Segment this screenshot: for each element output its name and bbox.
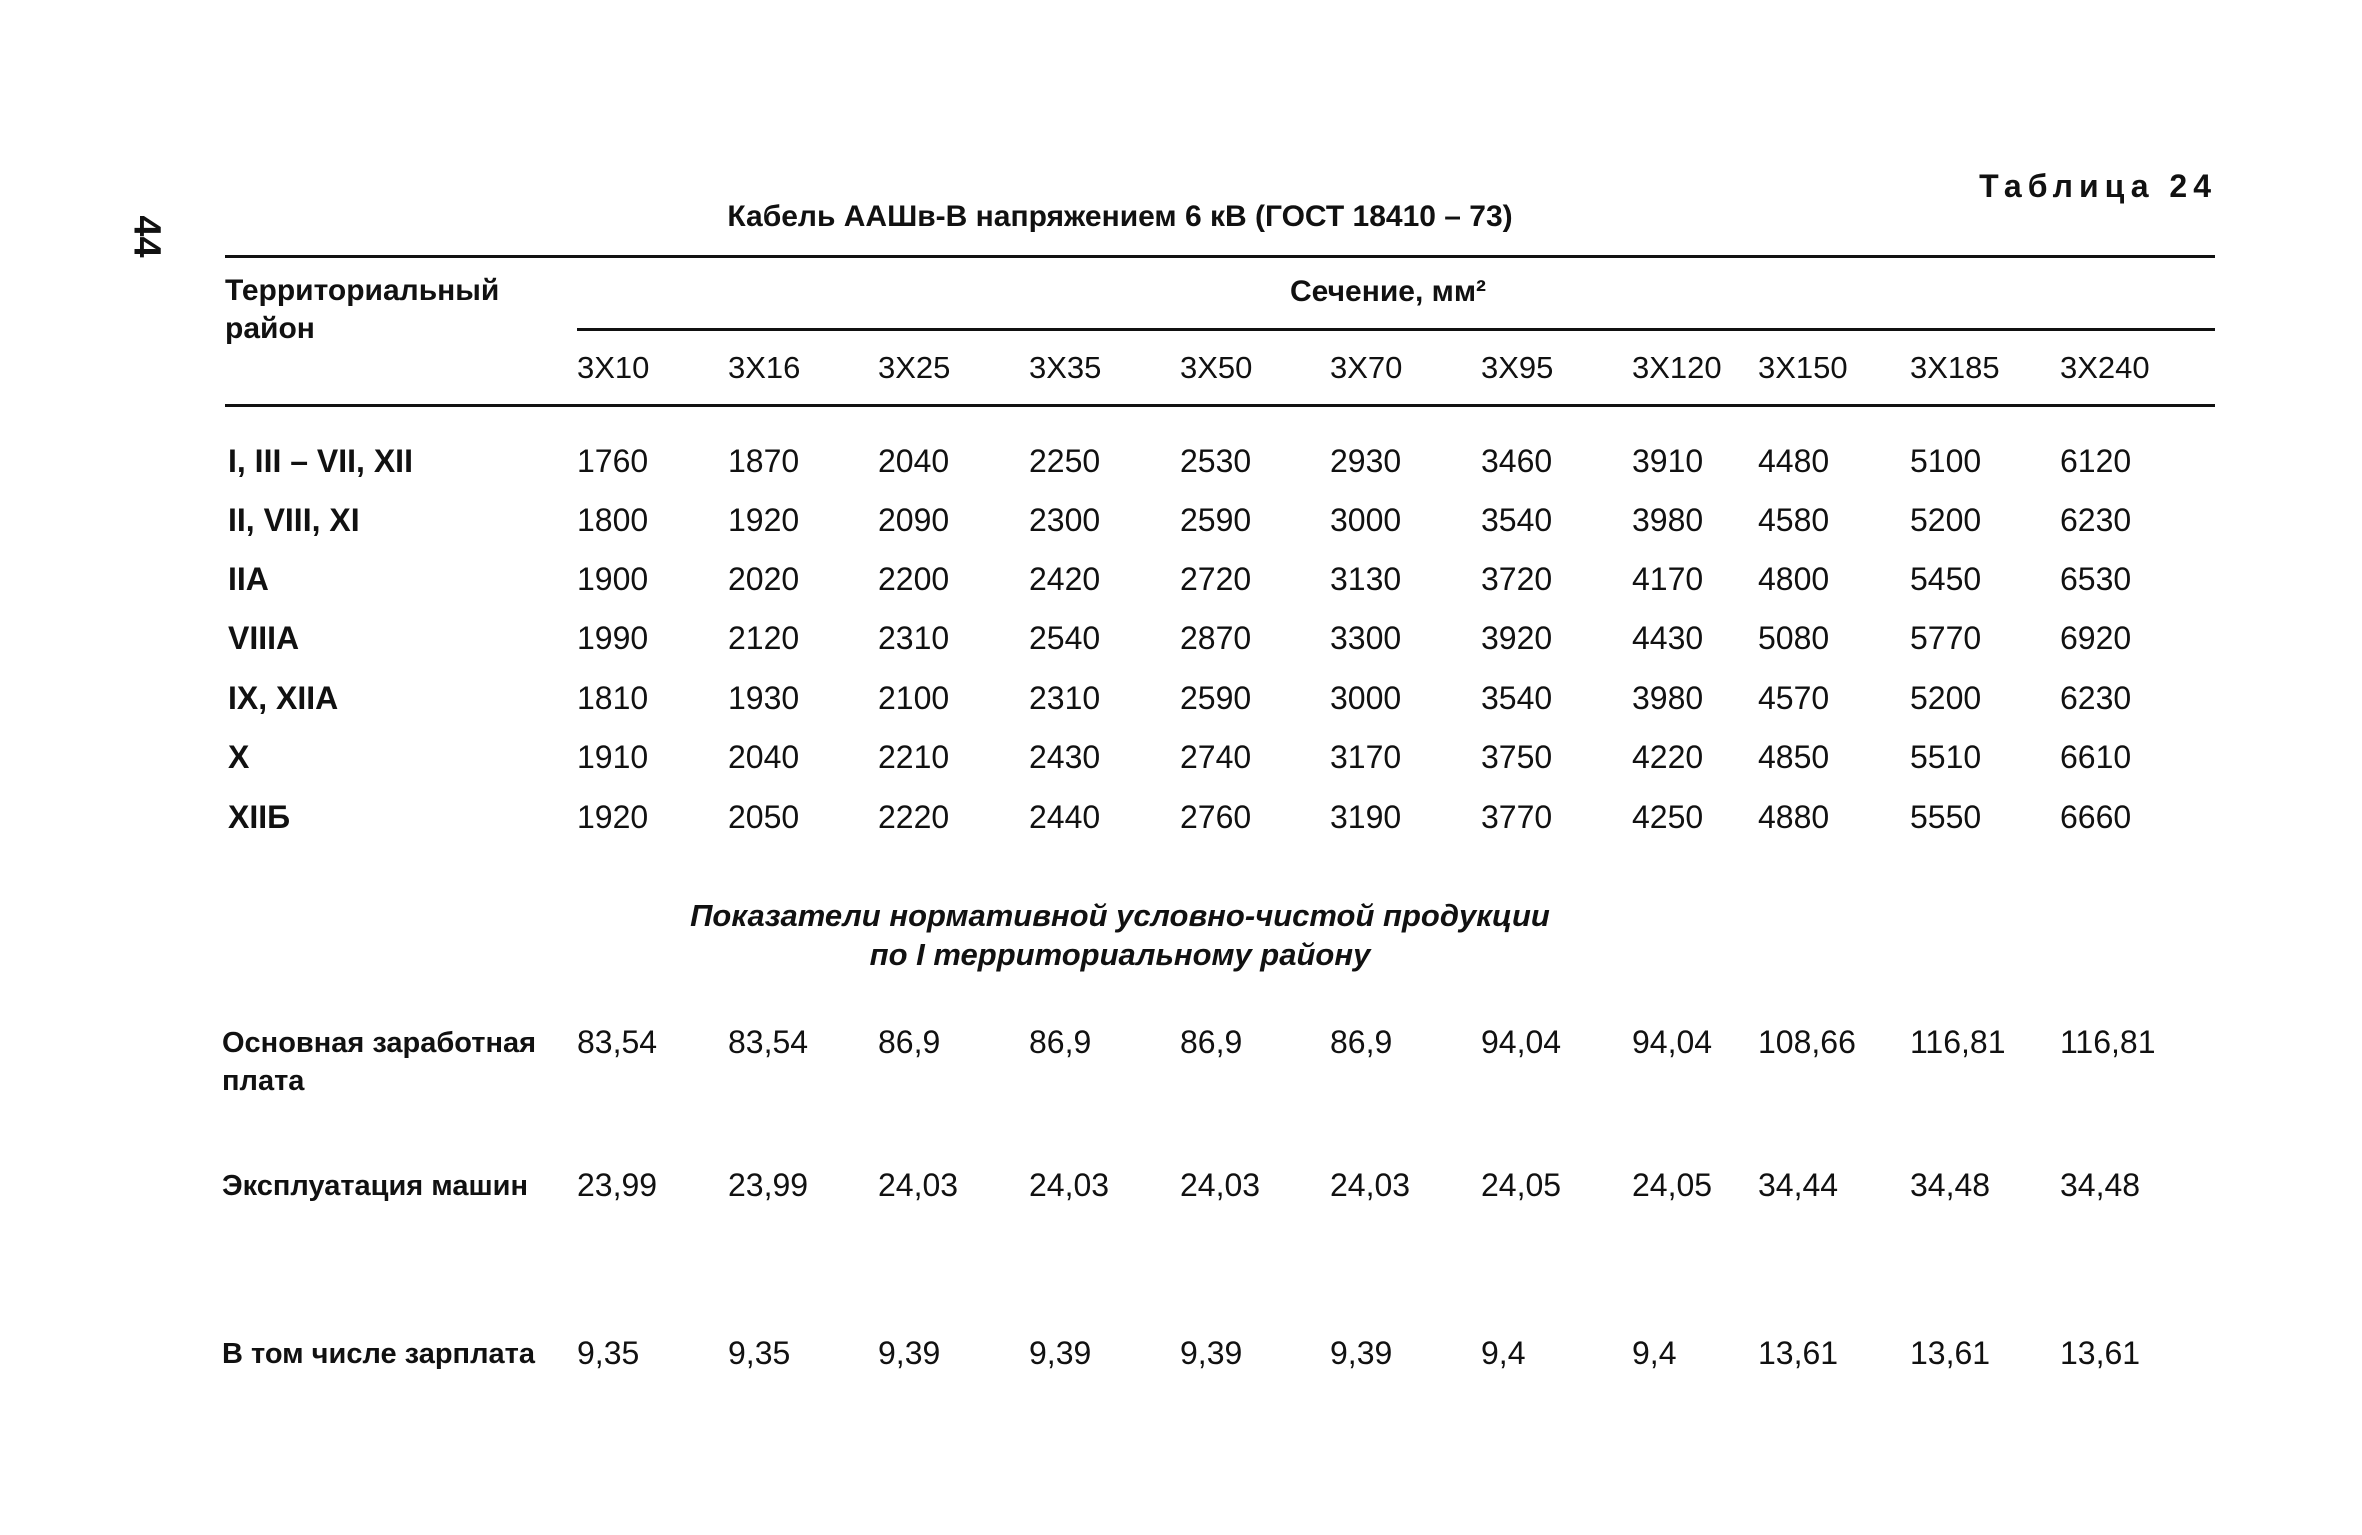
row-region-label: X <box>228 739 250 775</box>
table-cell: 2020 <box>728 561 800 597</box>
indicator-cell: 9,4 <box>1632 1335 1677 1371</box>
table-cell: 5200 <box>1910 680 1982 716</box>
indicator-label-line1: В том числе зарплата <box>222 1338 535 1370</box>
section-rule <box>577 328 2215 331</box>
indicator-cell: 86,9 <box>1029 1024 1092 1060</box>
table-cell: 1900 <box>577 561 649 597</box>
indicator-cell: 34,48 <box>1910 1167 1991 1203</box>
table-cell: 2440 <box>1029 799 1101 835</box>
table-cell: 2430 <box>1029 739 1101 775</box>
row-region-label: II, VIII, XI <box>228 502 360 538</box>
row-region-label: VIIIA <box>228 620 300 656</box>
indicator-label <box>222 1335 572 1373</box>
row-region-label: XIIБ <box>228 799 291 835</box>
indicator-cell: 24,05 <box>1481 1167 1562 1203</box>
table-cell: 2300 <box>1029 502 1101 538</box>
table-cell: 2090 <box>878 502 950 538</box>
indicators-title-line2: по I территориальному району <box>869 937 1371 972</box>
indicator-cell: 94,04 <box>1632 1024 1713 1060</box>
indicator-cell: 23,99 <box>728 1167 809 1203</box>
indicator-cell: 108,66 <box>1758 1024 1856 1060</box>
indicator-cell: 94,04 <box>1481 1024 1562 1060</box>
table-cell: 3130 <box>1330 561 1402 597</box>
table-cell: 1910 <box>577 739 649 775</box>
column-header: 3X95 <box>1481 350 1554 385</box>
table-cell: 3170 <box>1330 739 1402 775</box>
table-cell: 1800 <box>577 502 649 538</box>
table-cell: 3980 <box>1632 502 1704 538</box>
indicator-cell: 24,05 <box>1632 1167 1713 1203</box>
indicator-cell: 24,03 <box>1330 1167 1411 1203</box>
table-cell: 2530 <box>1180 443 1252 479</box>
table-cell: 2040 <box>728 739 800 775</box>
column-header: 3X50 <box>1180 350 1253 385</box>
table-cell: 5550 <box>1910 799 1982 835</box>
table-cell: 2100 <box>878 680 950 716</box>
indicator-cell: 116,81 <box>2060 1024 2156 1060</box>
page-number: 44 <box>125 215 168 258</box>
column-header: 3X120 <box>1632 350 1722 385</box>
table-cell: 2210 <box>878 739 950 775</box>
indicator-cell: 9,4 <box>1481 1335 1526 1371</box>
table-caption: Кабель ААШв-В напряжением 6 кВ (ГОСТ 18410 – 73) <box>727 200 1513 233</box>
table-cell: 3920 <box>1481 620 1553 656</box>
indicator-cell: 9,39 <box>878 1335 941 1371</box>
table-cell: 2250 <box>1029 443 1101 479</box>
table-cell: 4800 <box>1758 561 1830 597</box>
table-cell: 2420 <box>1029 561 1101 597</box>
table-cell: 3910 <box>1632 443 1704 479</box>
table-cell: 1990 <box>577 620 649 656</box>
table-cell: 3000 <box>1330 680 1402 716</box>
table-cell: 2310 <box>878 620 950 656</box>
indicator-cell: 24,03 <box>1180 1167 1261 1203</box>
column-header: 3X16 <box>728 350 801 385</box>
table-cell: 3000 <box>1330 502 1402 538</box>
region-header: Территориальный район <box>225 274 500 345</box>
indicator-label-line2: плата <box>222 1065 305 1097</box>
table-cell: 2590 <box>1180 502 1252 538</box>
table-cell: 3540 <box>1481 680 1553 716</box>
table-cell: 2720 <box>1180 561 1252 597</box>
section-header: Сечение, мм² <box>1290 275 1486 308</box>
table-cell: 4580 <box>1758 502 1830 538</box>
table-cell: 3190 <box>1330 799 1402 835</box>
table-cell: 1930 <box>728 680 800 716</box>
indicator-label-line1: Основная заработная <box>222 1027 537 1059</box>
table-cell: 2050 <box>728 799 800 835</box>
top-rule <box>225 255 2215 258</box>
table-cell: 4220 <box>1632 739 1704 775</box>
column-header: 3X10 <box>577 350 650 385</box>
indicator-cell: 13,61 <box>1910 1335 1991 1371</box>
indicator-label-line1: Эксплуатация машин <box>222 1170 529 1202</box>
column-header: 3X35 <box>1029 350 1102 385</box>
indicator-cell: 116,81 <box>1910 1024 2006 1060</box>
table-cell: 1810 <box>577 680 649 716</box>
table-cell: 6920 <box>2060 620 2132 656</box>
indicator-cell: 83,54 <box>577 1024 658 1060</box>
row-region-label: IX, XIIA <box>228 680 339 716</box>
indicator-cell: 86,9 <box>878 1024 941 1060</box>
column-header: 3X150 <box>1758 350 1848 385</box>
indicator-cell: 23,99 <box>577 1167 658 1203</box>
table-cell: 5770 <box>1910 620 1982 656</box>
table-cell: 3300 <box>1330 620 1402 656</box>
table-cell: 2930 <box>1330 443 1402 479</box>
indicator-cell: 34,48 <box>2060 1167 2141 1203</box>
table-cell: 6120 <box>2060 443 2132 479</box>
indicator-cell: 13,61 <box>2060 1335 2141 1371</box>
table-cell: 3770 <box>1481 799 1553 835</box>
table-cell: 3980 <box>1632 680 1704 716</box>
table-cell: 4170 <box>1632 561 1704 597</box>
table-cell: 6610 <box>2060 739 2132 775</box>
table-cell: 5450 <box>1910 561 1982 597</box>
column-header: 3X185 <box>1910 350 2000 385</box>
table-cell: 2220 <box>878 799 950 835</box>
table-cell: 4250 <box>1632 799 1704 835</box>
header-bottom-rule <box>225 404 2215 407</box>
table-cell: 2590 <box>1180 680 1252 716</box>
indicator-label <box>222 1167 572 1205</box>
table-cell: 1920 <box>728 502 800 538</box>
table-cell: 2760 <box>1180 799 1252 835</box>
table-cell: 4430 <box>1632 620 1704 656</box>
table-cell: 1870 <box>728 443 800 479</box>
table-cell: 4880 <box>1758 799 1830 835</box>
column-header: 3X70 <box>1330 350 1403 385</box>
table-cell: 1920 <box>577 799 649 835</box>
indicator-cell: 13,61 <box>1758 1335 1839 1371</box>
table-cell: 4570 <box>1758 680 1830 716</box>
indicator-cell: 86,9 <box>1180 1024 1243 1060</box>
table-cell: 2200 <box>878 561 950 597</box>
table-cell: 3460 <box>1481 443 1553 479</box>
table-cell: 4480 <box>1758 443 1830 479</box>
table-cell: 6660 <box>2060 799 2132 835</box>
indicator-cell: 9,35 <box>577 1335 640 1371</box>
table-label: Таблица 24 <box>1979 168 2217 204</box>
row-region-label: I, III – VII, XII <box>228 443 413 479</box>
indicators-title-line1: Показатели нормативной условно-чистой продукции <box>690 898 1550 933</box>
row-region-label: IIA <box>228 561 269 597</box>
indicator-cell: 24,03 <box>1029 1167 1110 1203</box>
table-cell: 6230 <box>2060 502 2132 538</box>
table-cell: 5200 <box>1910 502 1982 538</box>
table-cell: 2310 <box>1029 680 1101 716</box>
table-cell: 5510 <box>1910 739 1982 775</box>
indicator-cell: 34,44 <box>1758 1167 1839 1203</box>
indicator-cell: 9,39 <box>1029 1335 1092 1371</box>
column-header: 3X240 <box>2060 350 2150 385</box>
table-cell: 3540 <box>1481 502 1553 538</box>
indicator-cell: 9,39 <box>1330 1335 1393 1371</box>
indicator-cell: 9,35 <box>728 1335 791 1371</box>
table-cell: 2120 <box>728 620 800 656</box>
table-cell: 2870 <box>1180 620 1252 656</box>
table-cell: 3750 <box>1481 739 1553 775</box>
table-cell: 5080 <box>1758 620 1830 656</box>
table-cell: 2040 <box>878 443 950 479</box>
indicator-cell: 86,9 <box>1330 1024 1393 1060</box>
table-cell: 5100 <box>1910 443 1982 479</box>
indicator-cell: 24,03 <box>878 1167 959 1203</box>
column-header: 3X25 <box>878 350 951 385</box>
indicator-cell: 9,39 <box>1180 1335 1243 1371</box>
indicator-label <box>222 1024 572 1100</box>
table-cell: 1760 <box>577 443 649 479</box>
table-cell: 2740 <box>1180 739 1252 775</box>
table-cell: 2540 <box>1029 620 1101 656</box>
indicator-cell: 83,54 <box>728 1024 809 1060</box>
table-cell: 3720 <box>1481 561 1553 597</box>
table-cell: 6230 <box>2060 680 2132 716</box>
table-cell: 4850 <box>1758 739 1830 775</box>
table-cell: 6530 <box>2060 561 2132 597</box>
